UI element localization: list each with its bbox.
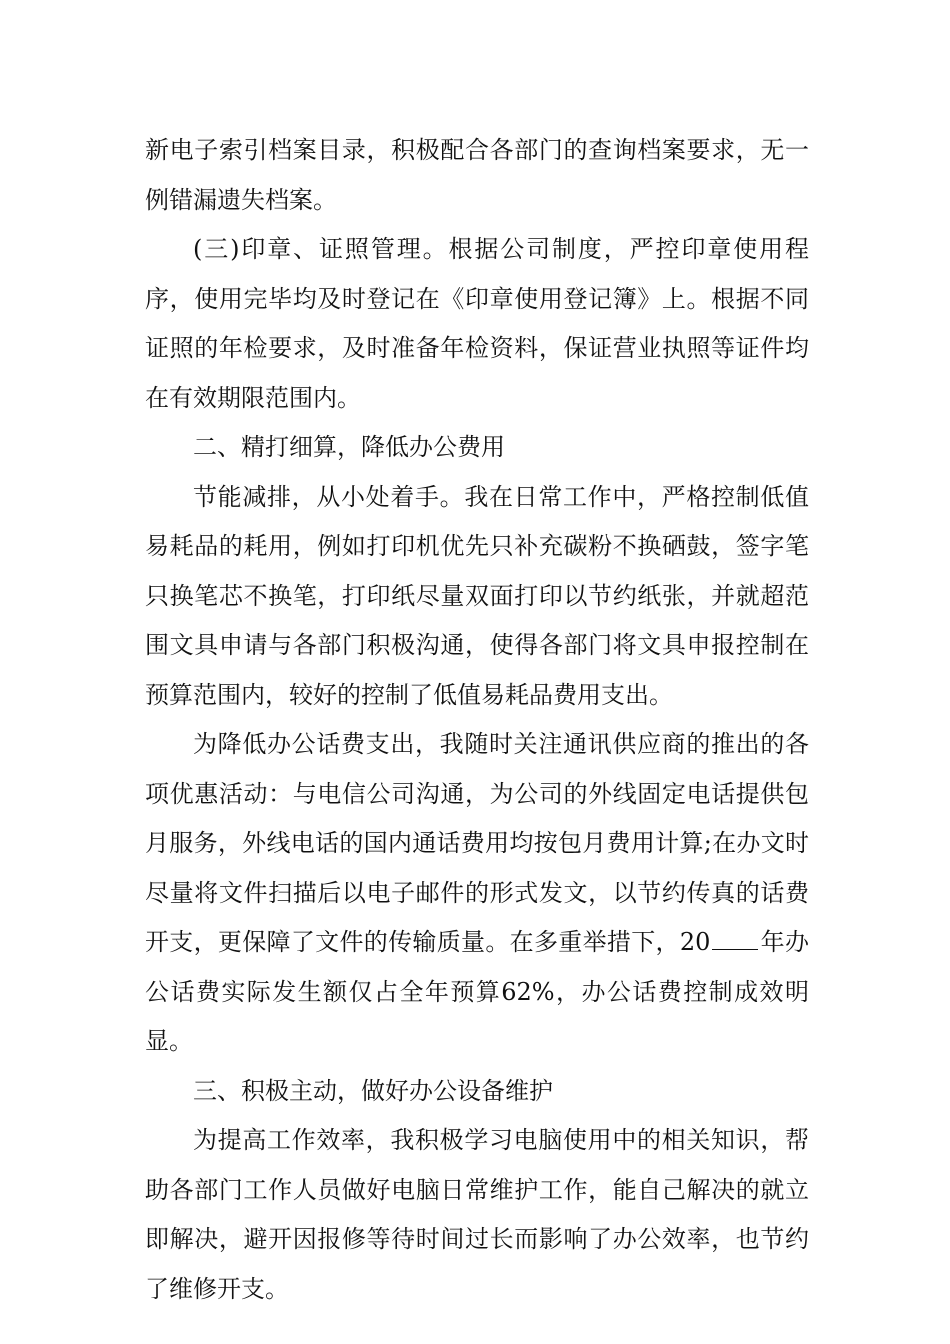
year-blank-underline bbox=[712, 927, 758, 950]
section-heading-cost-control: 二、精打细算，降低办公费用 bbox=[193, 433, 505, 461]
document-body bbox=[145, 126, 809, 1314]
paragraph-archive-continuation: 新电子索引档案目录，积极配合各部门的查询档案要求，无一例错漏遗失档案。 bbox=[145, 136, 809, 214]
phone-cost-text-end: 年办公话费实际发生额仅占全年预算62%，办公话费控制成效明显。 bbox=[145, 928, 809, 1055]
paragraph-seal-management: (三)印章、证照管理。根据公司制度，严控印章使用程序，使用完毕均及时登记在《印章使用登记簿》上。根据不同证照的年检要求，及时准备年检资料，保证营业执照等证件均在有效期限范围内。 bbox=[145, 235, 809, 412]
phone-cost-text-start: 为降低办公话费支出，我随时关注通讯供应商的推出的各项优惠活动：与电信公司沟通，为公司的外线固定电话提供包月服务，外线电话的国内通话费用均按包月费用计算;在办文时尽量将文件扫描后以电子邮件的形式发文，以节约传真的话费开支，更保障了文件的传输质量。在多重举措下，20 bbox=[145, 730, 809, 956]
paragraph-phone-cost bbox=[145, 720, 809, 1067]
paragraph-computer-maintenance: 为提高工作效率，我积极学习电脑使用中的相关知识，帮助各部门工作人员做好电脑日常维护工作，能自己解决的就立即解决，避开因报修等待时间过长而影响了办公效率，也节约了维修开支。 bbox=[145, 1126, 809, 1303]
paragraph-energy-saving: 节能减排，从小处着手。我在日常工作中，严格控制低值易耗品的耗用，例如打印机优先只补充碳粉不换硒鼓，签字笔只换笔芯不换笔，打印纸尽量双面打印以节约纸张，并就超范围文具申请与各部门积极沟通，使得各部门将文具申报控制在预算范围内，较好的控制了低值易耗品费用支出。 bbox=[145, 482, 809, 709]
section-heading-equipment-maintenance: 三、积极主动，做好办公设备维护 bbox=[193, 1076, 553, 1105]
